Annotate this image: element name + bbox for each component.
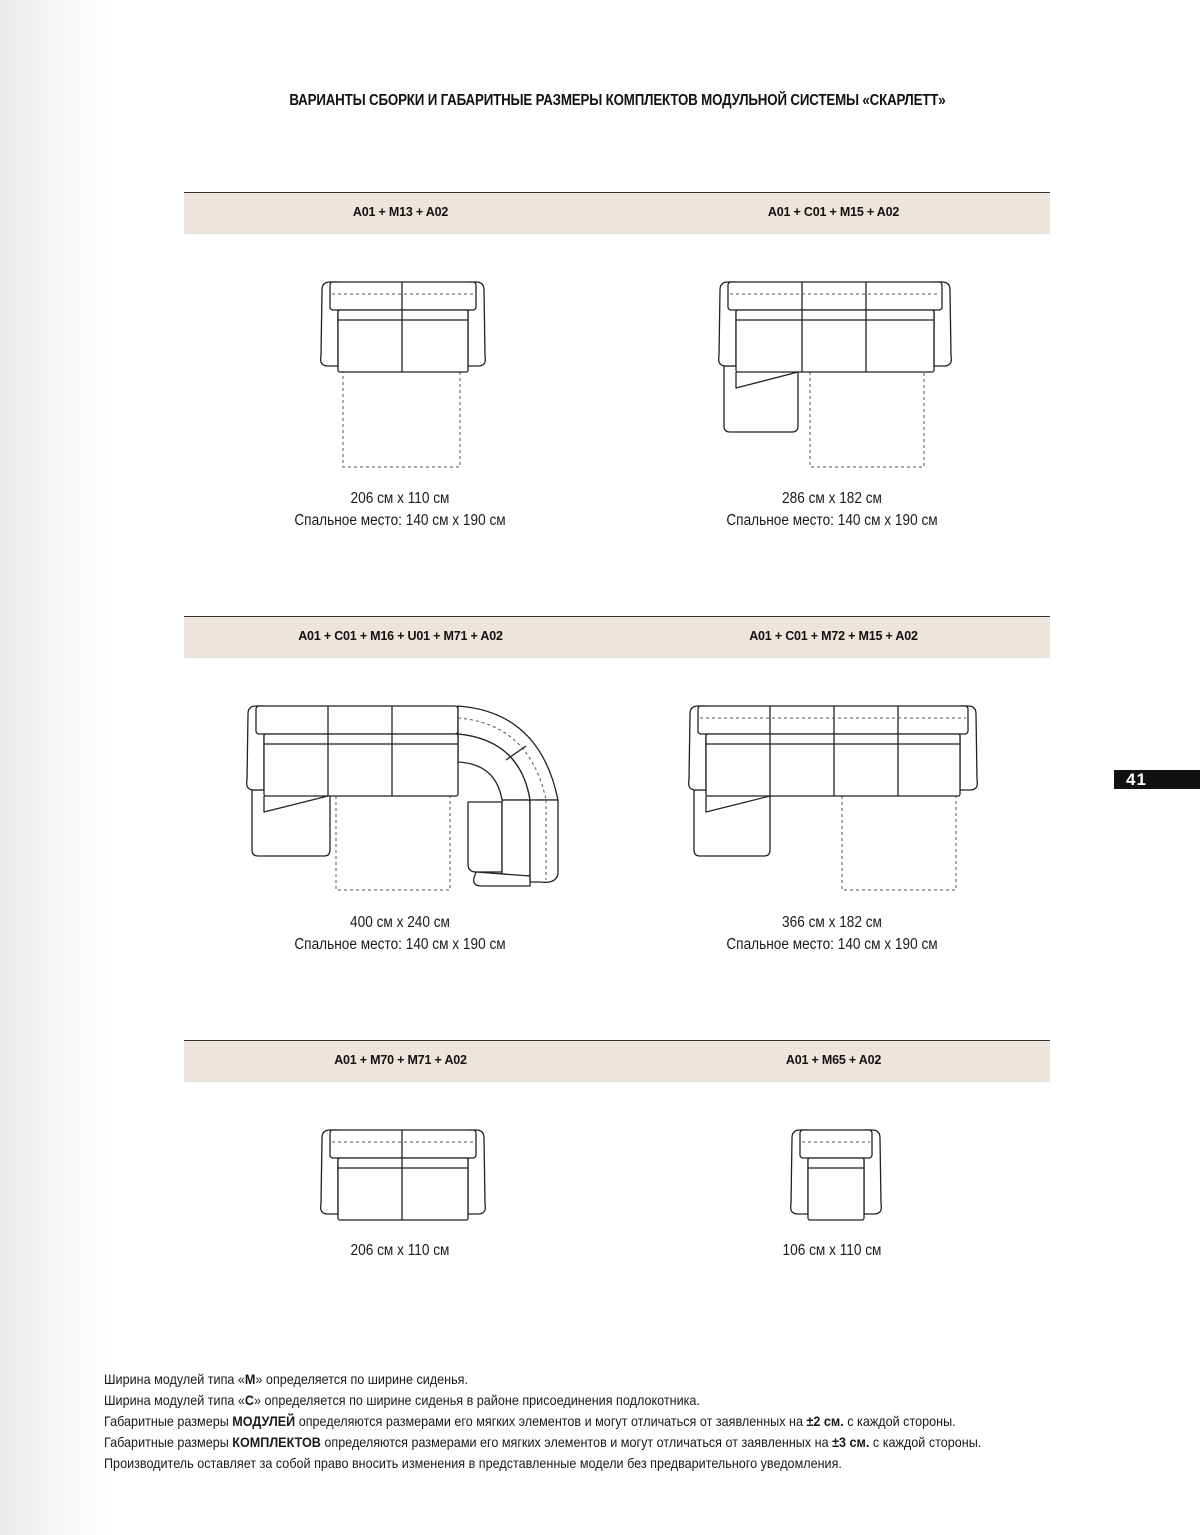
set-5-code: A01 + M70 + M71 + A02 — [334, 1053, 467, 1067]
row-3-header — [184, 1040, 1050, 1082]
set-6-code: A01 + M65 + A02 — [785, 1053, 882, 1067]
footnotes — [104, 1369, 1164, 1474]
row-2-header — [184, 616, 1050, 658]
set-2-code: A01 + C01 + M15 + A02 — [767, 205, 900, 219]
set-3-size: 400 см х 240 см — [350, 914, 450, 931]
set-4-drawing — [686, 704, 982, 894]
footnote-5: Производитель оставляет за собой право вносить изменения в представленные модели без предварительного уведомления. — [104, 1455, 842, 1471]
set-4-code: A01 + C01 + M72 + M15 + A02 — [749, 629, 918, 643]
set-5-caption — [190, 1240, 610, 1262]
footnote-4: Габаритные размеры КОМПЛЕКТОВ определяются размерами его мягких элементов и могут отличаться от заявленных на ±3 см. с каждой стороны. — [104, 1434, 982, 1450]
footnote-1: Ширина модулей типа «М» определяется по ширине сиденья. — [104, 1371, 469, 1387]
set-2-caption — [622, 488, 1042, 532]
set-1-code: A01 + M13 + A02 — [352, 205, 449, 219]
set-5-size: 206 см х 110 см — [350, 1242, 450, 1259]
set-6-drawing — [788, 1128, 884, 1224]
set-1-sleep: Спальное место: 140 см х 190 см — [294, 512, 506, 529]
set-6-size: 106 см х 110 см — [782, 1242, 882, 1259]
page-number-tab — [1114, 770, 1200, 804]
set-1-caption — [190, 488, 610, 532]
footnote-3: Габаритные размеры МОДУЛЕЙ определяются размерами его мягких элементов и могут отличаться от заявленных на ±2 см. с каждой стороны. — [104, 1413, 956, 1429]
set-1-drawing — [318, 280, 488, 470]
set-1-size: 206 см х 110 см — [350, 490, 450, 507]
page-title: ВАРИАНТЫ СБОРКИ И ГАБАРИТНЫЕ РАЗМЕРЫ КОМПЛЕКТОВ МОДУЛЬНОЙ СИСТЕМЫ «СКАРЛЕТТ» — [289, 92, 946, 109]
footnote-2: Ширина модулей типа «С» определяется по ширине сиденья в районе присоединения подлокотника. — [104, 1392, 700, 1408]
set-4-sleep: Спальное место: 140 см х 190 см — [726, 936, 938, 953]
set-4-caption — [622, 912, 1042, 956]
page-edge-shade — [0, 0, 110, 1535]
set-4-size: 366 см х 182 см — [782, 914, 882, 931]
set-5-drawing — [318, 1128, 488, 1224]
set-3-drawing — [240, 704, 570, 894]
set-2-size: 286 см х 182 см — [782, 490, 882, 507]
set-3-code: A01 + C01 + M16 + U01 + M71 + A02 — [298, 629, 503, 643]
row-1-header — [184, 192, 1050, 234]
page-number: 41 — [1126, 770, 1147, 789]
set-2-drawing — [716, 280, 956, 470]
set-3-caption — [190, 912, 610, 956]
set-6-caption — [622, 1240, 1042, 1262]
set-3-sleep: Спальное место: 140 см х 190 см — [294, 936, 506, 953]
set-2-sleep: Спальное место: 140 см х 190 см — [726, 512, 938, 529]
